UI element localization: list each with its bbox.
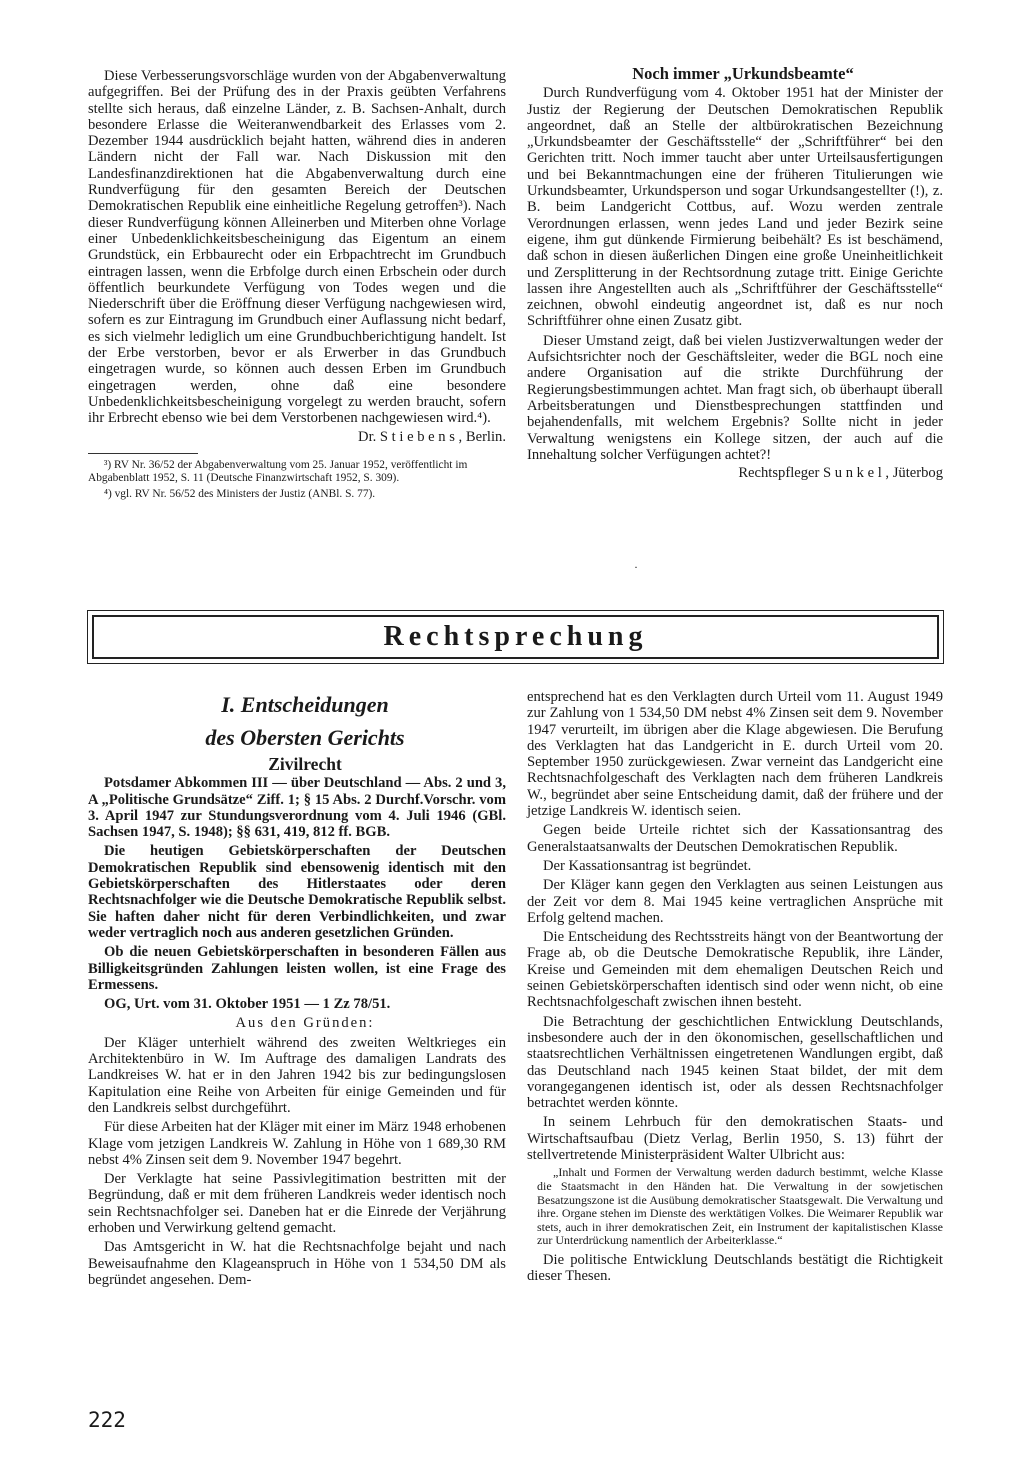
footnote-4: ⁴) vgl. RV Nr. 56/52 des Ministers der Justiz (ANBl. S. 77). <box>104 487 376 500</box>
page-number: 222 <box>88 1408 126 1432</box>
grounds-label: Aus den Gründen: <box>235 1015 375 1032</box>
footnote-rule <box>88 453 198 454</box>
body-paragraph: Gegen beide Urteile richtet sich der Kassationsantrag des Generalstaatsanwalts der Deutschen Demokratischen Republik. <box>527 822 943 855</box>
section-heading-line1: I. Entscheidungen <box>221 692 389 717</box>
body-paragraph: Der Verklagte hat seine Passivlegitimation bestritten mit der Begründung, daß er mit dem früheren Landkreis weder identisch noch sein Rechtsnachfolger sei. Daneben hat er die Einrede der Verjährung erhoben und Verwirkung geltend gemacht. <box>88 1171 506 1237</box>
legal-norms: Potsdamer Abkommen III — über Deutschland — Abs. 2 und 3, A „Politische Grundsätze“ Ziff. 1; § 15 Abs. 2 Durchf.Vorschr. vom 3. April 1947 zur Stundungsverordnung vom 4. Juli 1946 (GBl. Sachsen 1947, S. 1948); §§ 631, 419, 812 ff. BGB. <box>88 775 506 841</box>
body-paragraph: Die politische Entwicklung Deutschlands bestätigt die Richtigkeit dieser Thesen. <box>527 1251 943 1285</box>
body-paragraph: Die Entscheidung des Rechtsstreits hängt von der Beantwortung der Frage ab, ob die Deutsche Demokratische Republik, ihre Länder, Kreise und Gemeinden mit dem ehemaligen Deutschen Reich und seinen Gebietskörperschaften identisch sind oder wenn nicht, ob eine Rechtsnachfolgeschaft zwischen ihnen besteht. <box>527 929 943 1011</box>
body-paragraph: Durch Rundverfügung vom 4. Oktober 1951 hat der Minister der Justiz der Regierung der Deutschen Demokratischen Republik angeordnet, daß an Stelle der altbürokratischen Bezeichnung „Urkundsbeamter der Geschäftsstelle“ der „Schriftführer“ bei den Gerichten tritt. Noch immer taucht aber unter Urteilsausfertigungen und bei Bekanntmachungen eine der früheren Titulierungen wie Urkundsbeamter, Urkundsperson und sogar Urkundsangestellter (!), z. B. beim Landgericht Cottbus, auf. Wozu werden zentrale Verordnungen erlassen, wenn jedes Land und jeder Bezirk seine eigene, ihm gut dünkende Firmierung beibehält? Es ist beschämend, daß schon in diesen äußerlichen Dingen eine große Uneinheitlichkeit und Zersplitterung in der Rechtsordnung zutage tritt. Einige Gerichte lassen ihre Angestellten auch als „Schriftführer der Geschäftsstelle“ zeichnen, obwohl eindeutig angeordnet ist, daß es nur noch Schriftführer ohne einen Zusatz gibt. <box>527 85 943 330</box>
subsection-heading: Zivilrecht <box>268 754 342 774</box>
article-verbesserung <box>88 68 506 501</box>
decision-citation: OG, Urt. vom 31. Oktober 1951 — 1 Zz 78/51. <box>104 996 391 1013</box>
footnote-3: ³) RV Nr. 36/52 der Abgabenverwaltung vom 25. Januar 1952, veröffentlicht im Abgabenblatt 1952, S. 11 (Deutsche Finanzwirtschaft 1952, S. 309). <box>88 458 468 484</box>
decision-column-left <box>88 690 506 1288</box>
headnote: Die heutigen Gebietskörperschaften der Deutschen Demokratischen Republik sind ebensowenig identisch mit den Gebietskörperschaften des Hitlerstaates oder deren Rechtsnachfolger wie die Deutsche Demokratische Republik selbst. Sie haften daher nicht für deren Verbindlichkeiten, und zwar weder vertraglich noch aus anderen gesetzlichen Gründen. <box>88 843 506 941</box>
body-paragraph: Der Kläger kann gegen den Verklagten aus seinen Leistungen aus der Zeit vor dem 8. Mai 1945 keine vertraglichen Ansprüche mit Erfolg geltend machen. <box>527 877 943 926</box>
body-paragraph: Der Kassationsantrag ist begründet. <box>543 857 752 874</box>
block-quote: „Inhalt und Formen der Verwaltung werden dadurch bestimmt, welche Klasse die Staatsmacht in den Händen hat. Die Verwaltung in der sowjetischen Besatzungszone ist die Ausübung demokratischer Staatsgewalt. Die Verwaltung und ihre. Organe stehen im Dienste des werktätigen Volkes. Die Weimarer Republik war stets, auch in ihrer demokratischen Zeit, ein Instrument der kapitalistischen Klasse zur Unterdrückung namentlich der Arbeiterklasse.“ <box>537 1165 943 1248</box>
body-paragraph: Dieser Umstand zeigt, daß bei vielen Justizverwaltungen weder der Aufsichtsrichter noch der Geschäftsleiter, weder die BGL noch eine andere Organisation auf die strikte Durchführung der Regierungsbestimmungen achtet. Man fragt sich, ob überhaupt überall Arbeitsberatungen und Dienstbesprechungen stattfinden und bejahendenfalls, mit welchem Ergebnis? Sollte nicht in jeder Verwaltung wenigstens ein Kollege sitzen, der auch auf die Innehaltung solcher Verfügungen achtet?! <box>527 332 943 463</box>
body-paragraph: Das Amtsgericht in W. hat die Rechtsnachfolge bejaht und nach Beweisaufnahme den Klageanspruch in Höhe von 1 534,50 DM als begründet angesehen. Dem- <box>88 1239 506 1288</box>
body-paragraph: entsprechend hat es den Verklagten durch Urteil vom 11. August 1949 zur Zahlung von 1 534,50 DM nebst 4% Zinsen seit dem 9. November 1947 verurteilt, im übrigen aber die Klage abgewiesen. Die Berufung des Verklagten hat das Landgericht in E. durch Urteil vom 20. September 1950 zurückgewiesen. Zwar verneint das Landgericht eine Rechtsnachfolgeschaft des Verklagten nach dem früheren Landkreis W., begründet aber seine Entscheidung damit, daß der frühere und der jetzige Landkreis W. identisch seien. <box>527 689 943 820</box>
section-title: Rechtsprechung <box>383 621 648 652</box>
body-paragraph: In seinem Lehrbuch für den demokratischen Staats- und Wirtschaftsaufbau (Dietz Verlag, Berlin 1950, S. 13) führt der stellvertretende Ministerpräsident Walter Ulbricht aus: <box>527 1114 943 1164</box>
headnote: Ob die neuen Gebietskörperschaften in besonderen Fällen aus Billigkeitsgründen Zahlungen leisten wollen, ist eine Frage des Ermessens. <box>88 944 506 993</box>
section-banner <box>87 610 944 664</box>
body-paragraph: Die Betrachtung der geschichtlichen Entwicklung Deutschlands, insbesondere auch der in den ökonomischen, gesellschaftlichen und staatsrechtlichen Verhältnissen eingetretenen Wandlungen ergibt, daß das Deutschland nach 1945 keinen Staat bildet, der mit dem vorangegangenen identisch ist, oder als dessen Rechtsnachfolger betrachtet werden könnte. <box>527 1013 943 1112</box>
body-paragraph: Für diese Arbeiten hat der Kläger mit einer im März 1948 erhobenen Klage vom jetzigen Landkreis W. Zahlung in Höhe von 1 689,30 RM nebst 4% Zinsen seit dem 9. November 1947 begehrt. <box>88 1119 506 1168</box>
author-signature: Rechtspfleger S u n k e l , Jüterbog <box>738 465 943 482</box>
stray-mark: · <box>634 560 638 574</box>
article-title: Noch immer „Urkundsbeamte“ <box>632 64 854 83</box>
body-paragraph: Diese Verbesserungsvorschläge wurden von der Abgabenverwaltung aufgegriffen. Bei der Prüfung des in der Praxis geübten Verfahrens stellte sich heraus, daß einzelne Länder, z. B. Sachsen-Anhalt, durch besondere Erlasse die Weiteranwendbarkeit des Erlasses vom 2. Dezember 1944 ausdrücklich bejaht hatten, während dies in anderen Ländern nicht der Fall war. Nach Diskussion mit den Landesfinanzdirektionen hat die Abgabenverwaltung durch eine Rundverfügung für den gesamten Bereich der Deutschen Demokratischen Republik eine einheitliche Regelung getroffen³). Nach dieser Rundverfügung können Alleinerben und Miterben ohne Vorlage einer Unbedenklichkeitsbescheinigung das Eigentum an einem Grundstück, ein Erbbaurecht oder ein Erbpachtrecht im Grundbuch eintragen lassen, wenn die Erbfolge durch einen Erbschein oder durch öffentlich beurkundete Verfügung von Todes wegen und die Niederschrift über die Eröffnung dieser Verfügung nachgewiesen wird, sofern es zur Eintragung im Grundbuch einer Auflassung nicht bedarf, es sich vielmehr lediglich um eine Grundbuchberichtigung handelt. Ist der Erbe verstorben, bevor er als Erwerber in das Grundbuch eingetragen wurde, so können auch dessen Erben im Grundbuch eingetragen werden, ohne daß eine besondere Unbedenklichkeitsbescheinigung vorgelegt zu werden braucht, sofern ihr Erbrecht ebenso wie bei dem Verstorbenen nachgewiesen wird.⁴). <box>88 68 506 427</box>
body-paragraph: Der Kläger unterhielt während des zweiten Weltkrieges ein Architektenbüro in W. Im Auftrage des damaligen Landrats des Landkreises W. hat er in den Jahren 1942 bis zur bedingungslosen Kapitulation eine Reihe von Arbeiten für einige Gemeinden und für den Landkreis selbst durchgeführt. <box>88 1034 506 1116</box>
section-heading-line2: des Obersten Gerichts <box>205 725 405 750</box>
article-urkundsbeamte <box>527 66 943 481</box>
decision-column-right <box>527 689 943 1284</box>
author-signature: Dr. S t i e b e n s , Berlin. <box>358 428 506 445</box>
section-banner-inner-frame <box>92 615 939 659</box>
